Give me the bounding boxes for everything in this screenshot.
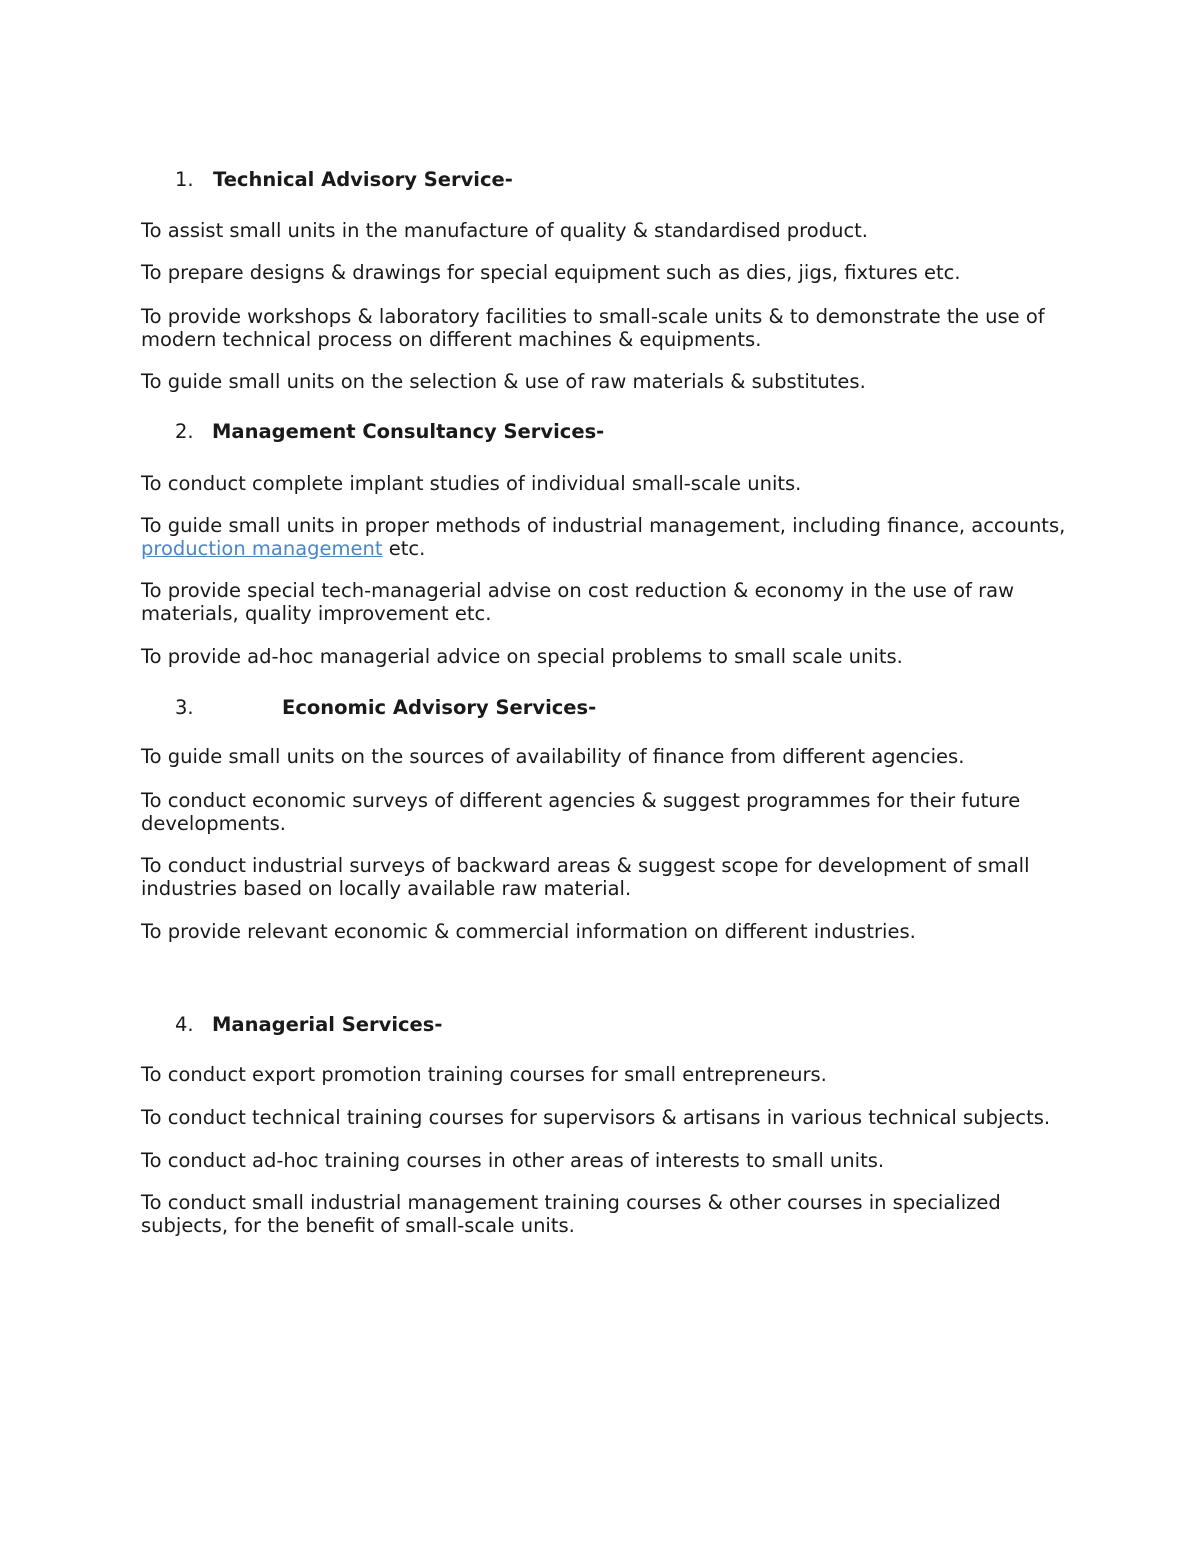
paragraph: To provide special tech-managerial advise on cost reduction & economy in the use of raw materials, quality improvement etc. [141,579,1015,625]
paragraph: To conduct complete implant studies of individual small-scale units. [141,472,802,495]
section-title: Managerial Services- [212,1013,443,1036]
paragraph: To guide small units on the selection & use of raw materials & substitutes. [141,370,866,393]
section-number: 1. [175,168,194,191]
section-title: Technical Advisory Service- [213,168,513,191]
section-title: Economic Advisory Services- [282,696,597,719]
paragraph: To conduct ad-hoc training courses in other areas of interests to small units. [141,1149,885,1172]
paragraph: To conduct industrial surveys of backward areas & suggest scope for development of small industries based on locally available raw material. [141,854,1030,900]
paragraph-text: etc. [382,537,426,560]
paragraph: To conduct technical training courses for supervisors & artisans in various technical subjects. [141,1106,1051,1129]
section-title: Management Consultancy Services- [212,420,605,443]
section-number: 4. [175,1013,194,1036]
paragraph [141,514,1071,560]
production-management-link[interactable]: production management [141,537,383,560]
paragraph: To provide ad-hoc managerial advice on special problems to small scale units. [141,645,903,668]
paragraph: To provide relevant economic & commercial information on different industries. [141,920,916,943]
paragraph: To provide workshops & laboratory facilities to small-scale units & to demonstrate the use of modern technical process on different machines & equipments. [141,305,1045,351]
section-number: 3. [175,696,194,719]
section-number: 2. [175,420,194,443]
paragraph: To conduct small industrial management training courses & other courses in specialized subjects, for the benefit of small-scale units. [141,1191,1001,1237]
paragraph: To prepare designs & drawings for special equipment such as dies, jigs, fixtures etc. [141,261,961,284]
paragraph: To guide small units on the sources of availability of finance from different agencies. [141,745,965,768]
paragraph: To conduct export promotion training courses for small entrepreneurs. [141,1063,827,1086]
paragraph: To assist small units in the manufacture of quality & standardised product. [141,219,869,242]
paragraph-text: To guide small units in proper methods of industrial management, including finance, accounts, [141,514,1066,537]
paragraph: To conduct economic surveys of different agencies & suggest programmes for their future developments. [141,789,1021,835]
